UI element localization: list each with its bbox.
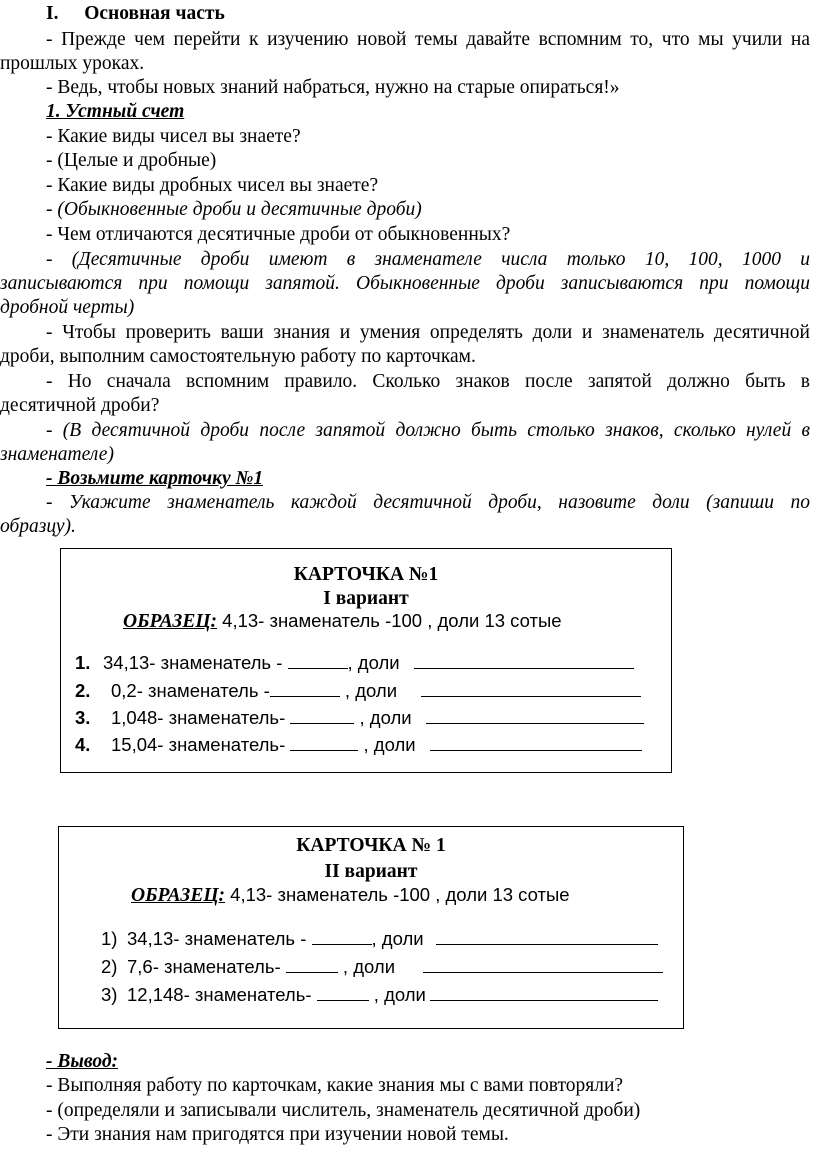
section-title: Основная часть xyxy=(84,3,225,24)
take-card-instruction: - Возьмите карточку №1 xyxy=(46,468,264,489)
answer-blank[interactable] xyxy=(270,680,340,697)
card1-item-2: 2. 0,2- знаменатель - , доли xyxy=(75,679,641,703)
card2-sample-text: 4,13- знаменатель -100 , доли 13 сотые xyxy=(225,884,570,905)
intro-line-1b: прошлых уроках. xyxy=(0,53,145,74)
card2-title: КАРТОЧКА № 1 xyxy=(296,835,446,856)
card2-item-3: 3) 12,148- знаменатель- , доли xyxy=(101,983,658,1007)
oral-p2-line1: - Но сначала вспомним правило. Сколько знаков после запятой должно быть в xyxy=(46,371,810,392)
conclusion-heading: - Вывод: xyxy=(46,1051,119,1072)
answer-blank[interactable] xyxy=(290,707,354,724)
card2-item-1: 1) 34,13- знаменатель - , доли xyxy=(101,927,658,951)
card2-sample xyxy=(131,883,570,908)
intro-line-1a: - Прежде чем перейти к изучению новой темы давайте вспомним то, что мы учили на xyxy=(46,29,810,50)
card2-sample-label: ОБРАЗЕЦ: xyxy=(131,885,226,906)
oral-p1-line2: дроби, выполним самостоятельную работу по карточкам. xyxy=(0,346,476,367)
card1-sample-text: 4,13- знаменатель -100 , доли 13 сотые xyxy=(217,610,562,631)
oral-a3-line1: - (Десятичные дроби имеют в знаменателе числа только 10, 100, 1000 и xyxy=(46,249,810,270)
task-line-1: - Укажите знаменатель каждой десятичной дроби, назовите доли (запиши по xyxy=(46,492,810,513)
oral-a3-line2: записываются при помощи запятой. Обыкновенные дроби записываются при помощи xyxy=(0,273,810,294)
oral-q2: - Какие виды дробных чисел вы знаете? xyxy=(46,175,379,196)
oral-p2-line2: десятичной дроби? xyxy=(0,395,160,416)
answer-blank[interactable] xyxy=(430,984,658,1001)
conclusion-line-2: - (определяли и записывали числитель, знаменатель десятичной дроби) xyxy=(46,1100,641,1121)
answer-blank[interactable] xyxy=(414,652,634,669)
answer-blank[interactable] xyxy=(286,956,338,973)
section-roman: I. xyxy=(46,3,59,24)
card2-item-2: 2) 7,6- знаменатель- , доли xyxy=(101,955,663,979)
card1-item-1: 1. 34,13- знаменатель - , доли xyxy=(75,651,634,675)
conclusion-line-1: - Выполняя работу по карточкам, какие знания мы с вами повторяли? xyxy=(46,1075,624,1096)
card1-title: КАРТОЧКА №1 xyxy=(293,564,439,585)
card-variant-2 xyxy=(58,826,684,1029)
answer-blank[interactable] xyxy=(426,707,644,724)
answer-blank[interactable] xyxy=(317,984,369,1001)
oral-heading: 1. Устный счет xyxy=(46,101,185,122)
answer-blank[interactable] xyxy=(423,956,663,973)
card1-item-4: 4. 15,04- знаменатель- , доли xyxy=(75,733,642,757)
answer-blank[interactable] xyxy=(430,734,642,751)
section-heading xyxy=(46,2,446,26)
answer-blank[interactable] xyxy=(288,652,348,669)
answer-blank[interactable] xyxy=(290,734,358,751)
answer-blank[interactable] xyxy=(312,928,372,945)
card-variant-1 xyxy=(60,548,672,773)
oral-a4-line2: знаменателе) xyxy=(0,444,114,465)
card1-item-3: 3. 1,048- знаменатель- , доли xyxy=(75,706,644,730)
oral-q1: - Какие виды чисел вы знаете? xyxy=(46,126,301,147)
card1-sample-label: ОБРАЗЕЦ: xyxy=(123,611,218,632)
card1-sample xyxy=(123,609,562,634)
answer-blank[interactable] xyxy=(436,928,658,945)
conclusion-line-3: - Эти знания нам пригодятся при изучении новой темы. xyxy=(46,1124,509,1145)
answer-blank[interactable] xyxy=(421,680,641,697)
oral-a2: - (Обыкновенные дроби и десятичные дроби) xyxy=(46,199,422,220)
oral-a1: - (Целые и дробные) xyxy=(46,150,217,171)
oral-a4-line1: - (В десятичной дроби после запятой должно быть столько знаков, сколько нулей в xyxy=(46,420,810,441)
oral-q3: - Чем отличаются десятичные дроби от обыкновенных? xyxy=(46,224,511,245)
card2-variant: II вариант xyxy=(324,861,418,882)
oral-a3-line3: дробной черты) xyxy=(0,297,135,318)
card1-variant: I вариант xyxy=(323,588,409,609)
intro-line-2: - Ведь, чтобы новых знаний набраться, нужно на старые опираться!» xyxy=(46,77,620,98)
oral-p1-line1: - Чтобы проверить ваши знания и умения определять доли и знаменатель десятичной xyxy=(46,322,810,343)
task-line-2: образцу). xyxy=(0,516,76,537)
